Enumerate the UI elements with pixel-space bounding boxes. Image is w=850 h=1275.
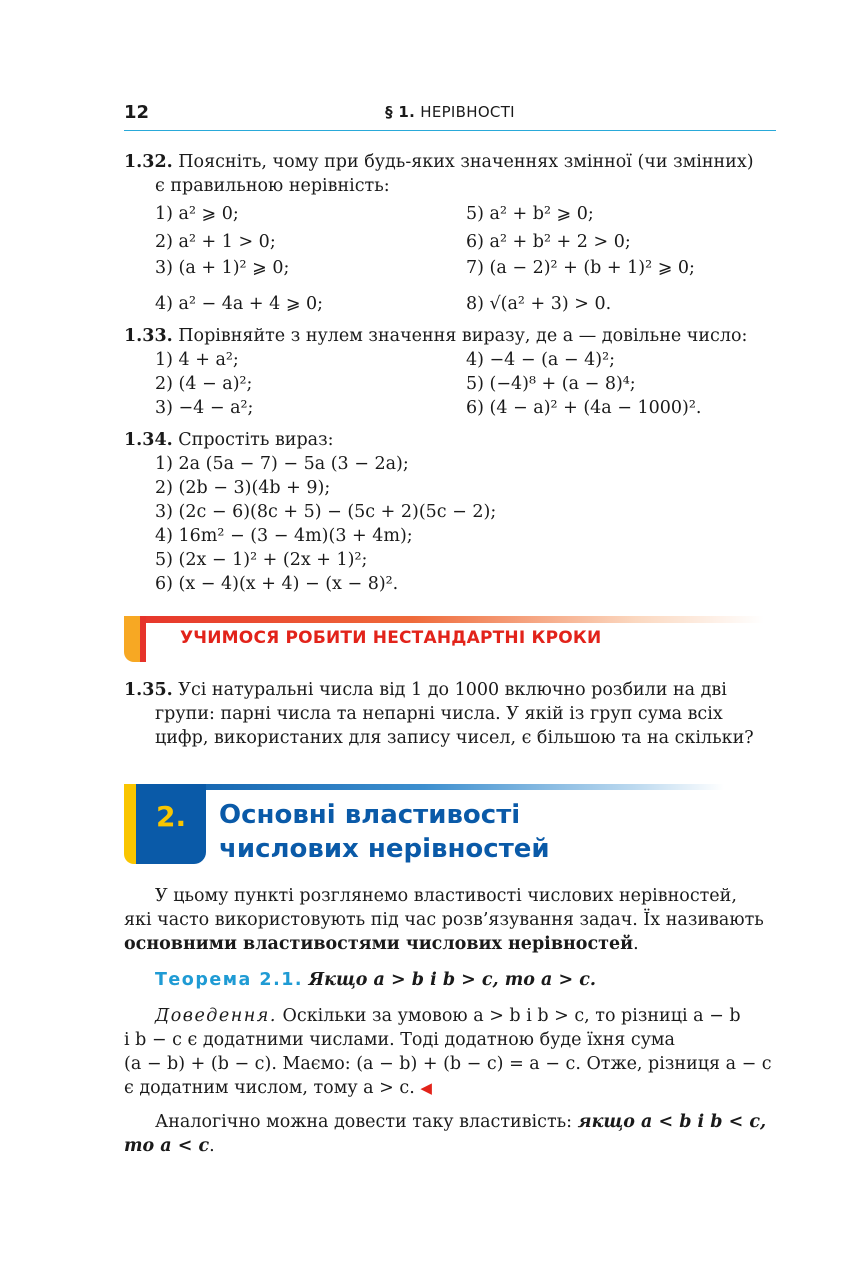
- intro-line3: основними властивостями числових нерівностей.: [124, 934, 639, 954]
- ex134-item-5: 5) (2x − 1)² + (2x + 1)²;: [155, 550, 368, 570]
- ex134-item-6: 6) (x − 4)(x + 4) − (x − 8)².: [155, 574, 399, 594]
- section-title-line1: Основні властивості: [219, 800, 521, 830]
- ex133-item-4: 4) −4 − (a − 4)²;: [466, 350, 616, 370]
- section-gradient-line: [124, 784, 724, 790]
- ex133-item-5: 5) (−4)⁸ + (a − 8)⁴;: [466, 374, 636, 394]
- ex134-item-3: 3) (2c − 6)(8c + 5) − (5c + 2)(5c − 2);: [155, 502, 497, 522]
- exercise-text: Спростіть вираз:: [178, 430, 334, 450]
- banner-gradient-line: [124, 616, 764, 623]
- ex133-item-1: 1) 4 + a²;: [155, 350, 239, 370]
- section-yellow-tab: [124, 784, 136, 864]
- proof-label: Доведення.: [155, 1006, 277, 1026]
- ex132-item-8: 8) √(a² + 3) > 0.: [466, 294, 612, 314]
- analog-line2: то a < c.: [124, 1136, 215, 1156]
- analog-line1: [155, 1110, 766, 1134]
- exercise-number: 1.34.: [124, 430, 173, 450]
- ex132-item-1: 1) a² ⩾ 0;: [155, 204, 239, 224]
- exercise-1-35-line3: цифр, використаних для запису чисел, є більшою та на скільки?: [155, 728, 754, 748]
- exercise-text-continued: є правильною нерівність:: [155, 176, 390, 196]
- ex132-item-4: 4) a² − 4a + 4 ⩾ 0;: [155, 294, 324, 314]
- ex132-item-6: 6) a² + b² + 2 > 0;: [466, 232, 631, 252]
- analog-text: Аналогічно можна довести таку властивість:: [155, 1112, 573, 1132]
- proof-text-end: є додатним числом, тому a > c.: [124, 1078, 415, 1098]
- section-header: [124, 103, 776, 121]
- section-header-title: НЕРІВНОСТІ: [420, 103, 515, 121]
- banner-yellow-tab: [124, 616, 140, 662]
- proof-line2: і b − c є додатними числами. Тоді додатною буде їхня сума: [124, 1030, 675, 1050]
- exercise-1-32-intro: [124, 150, 754, 174]
- analog-bold-1: якщо a < b і b < c,: [577, 1112, 767, 1132]
- theorem-text: Якщо a > b і b > c, то a > c.: [308, 970, 596, 990]
- intro-bold-term: основними властивостями числових нерівностей: [124, 934, 634, 954]
- banner-title: УЧИМОСЯ РОБИТИ НЕСТАНДАРТНІ КРОКИ: [180, 628, 602, 648]
- proof-line1: [155, 1004, 741, 1028]
- exercise-number: 1.35.: [124, 680, 173, 700]
- theorem: [155, 968, 596, 992]
- exercise-text: Порівняйте з нулем значення виразу, де a — довільне число:: [178, 326, 748, 346]
- intro-line2: які часто використовують під час розв’язування задач. Їх називають: [124, 910, 764, 930]
- exercise-1-35-line2: групи: парні числа та непарні числа. У якій із груп сума всіх: [155, 704, 723, 724]
- proof-line3: (a − b) + (b − c). Маємо: (a − b) + (b − c) = a − c. Отже, різниця a − c: [124, 1054, 772, 1074]
- theorem-label: Теорема 2.1.: [155, 970, 304, 990]
- intro-line1: У цьому пункті розглянемо властивості числових нерівностей,: [155, 886, 737, 906]
- page-number: 12: [124, 102, 150, 123]
- ex133-item-2: 2) (4 − a)²;: [155, 374, 253, 394]
- exercise-1-35-line1: [124, 678, 776, 702]
- section-title-line2: числових нерівностей: [219, 834, 550, 864]
- banner-red-stripe: [140, 616, 146, 662]
- ex133-item-6: 6) (4 − a)² + (4a − 1000)².: [466, 398, 702, 418]
- ex132-item-5: 5) a² + b² ⩾ 0;: [466, 204, 594, 224]
- analog-bold-2: то a < c: [124, 1136, 210, 1156]
- ex132-item-2: 2) a² + 1 > 0;: [155, 232, 276, 252]
- ex134-item-2: 2) (2b − 3)(4b + 9);: [155, 478, 331, 498]
- proof-end-triangle-icon: ◀: [420, 1079, 432, 1097]
- ex132-item-3: 3) (a + 1)² ⩾ 0;: [155, 258, 290, 278]
- ex134-item-4: 4) 16m² − (3 − 4m)(3 + 4m);: [155, 526, 413, 546]
- proof-text: Оскільки за умовою a > b і b > c, то різниці a − b: [282, 1006, 741, 1026]
- section-number: 2.: [156, 800, 187, 833]
- exercise-text: Поясніть, чому при будь-яких значеннях змінної (чи змінних): [178, 152, 754, 172]
- ex134-item-1: 1) 2a (5a − 7) − 5a (3 − 2a);: [155, 454, 409, 474]
- exercise-1-33-intro: [124, 324, 747, 348]
- ex132-item-7: 7) (a − 2)² + (b + 1)² ⩾ 0;: [466, 258, 695, 278]
- exercise-number: 1.32.: [124, 152, 173, 172]
- running-header: [124, 100, 776, 131]
- section-symbol: § 1.: [385, 103, 416, 121]
- exercise-1-34-intro: [124, 428, 334, 452]
- exercise-number: 1.33.: [124, 326, 173, 346]
- proof-line4: [124, 1076, 432, 1100]
- section-title: [219, 798, 550, 866]
- ex133-item-3: 3) −4 − a²;: [155, 398, 254, 418]
- exercise-text: Усі натуральні числа від 1 до 1000 включно розбили на дві: [178, 680, 727, 700]
